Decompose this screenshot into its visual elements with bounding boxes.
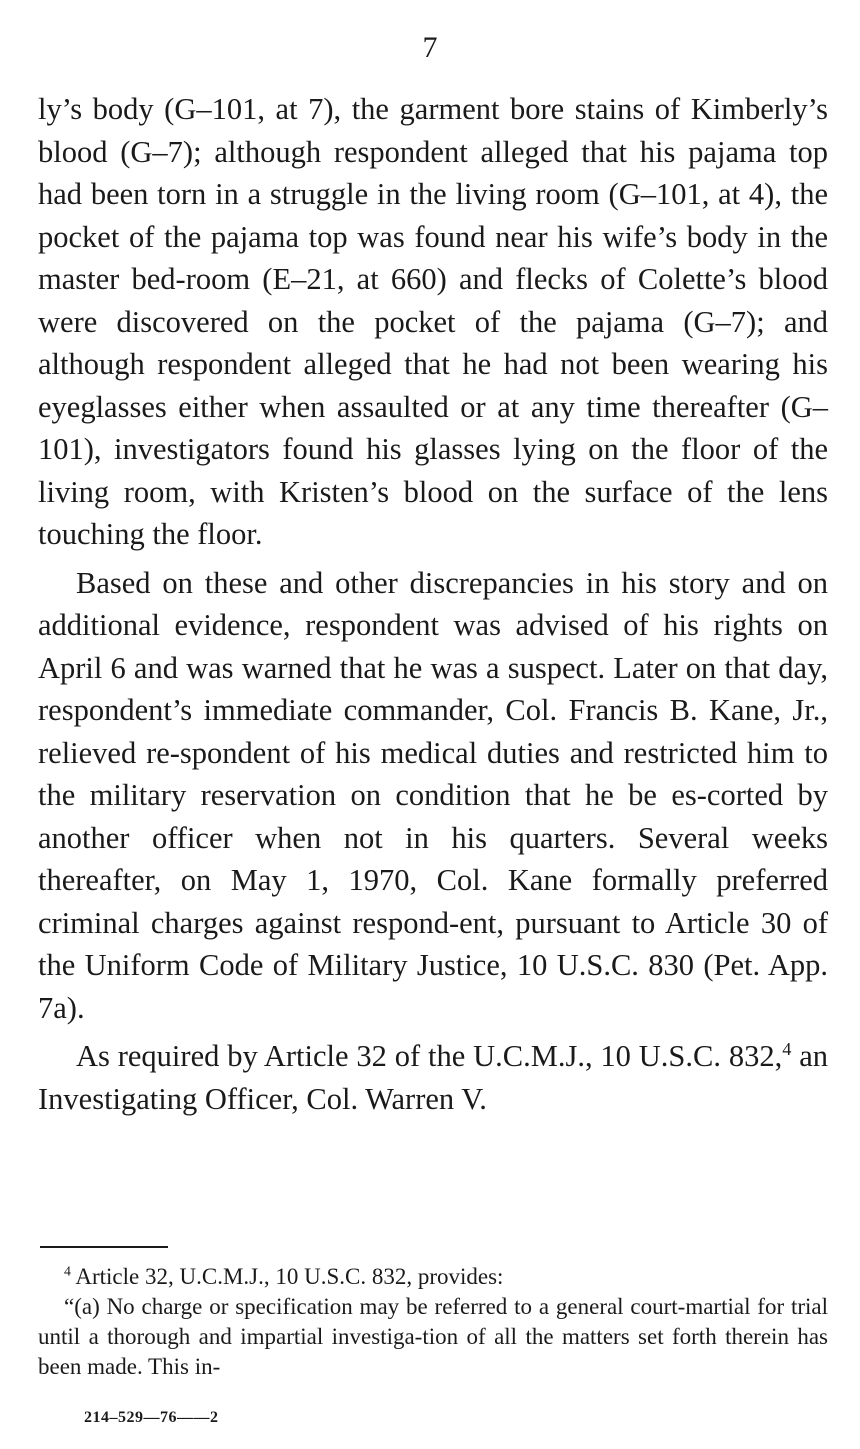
footnote-heading-text: Article 32, U.C.M.J., 10 U.S.C. 832, provides: (70, 1264, 504, 1289)
footnote-reference: 4 (782, 1038, 792, 1059)
body-text (38, 88, 828, 1120)
footnotes (38, 1262, 828, 1382)
paragraph-1: ly’s body (G–101, at 7), the garment bore stains of Kimberly’s blood (G–7); although respondent alleged that his pajama top had been torn in a struggle in the living room (G–101, at 4), the pocket of the pajama top was found near his wife’s body in the master bed-room (E–21, at 660) and flecks of Colette’s blood were discovered on the pocket of the pajama (G–7); and although respondent alleged that he had not been wearing his eyeglasses either when assaulted or at any time thereafter (G–101), investigators found his glasses lying on the floor of the living room, with Kristen’s blood on the surface of the lens touching the floor. (38, 92, 828, 551)
footnote-heading (38, 1262, 828, 1292)
print-code: 214–529—76——2 (84, 1409, 219, 1426)
footnote-divider (40, 1246, 168, 1248)
page-number: 7 (422, 31, 438, 64)
footnote-quote: “(a) No charge or specification may be referred to a general court-martial for trial until a thorough and impartial investiga-tion of all the matters set forth therein has been made. This in- (38, 1294, 828, 1379)
paragraph-3-before: As required by Article 32 of the U.C.M.J., 10 U.S.C. 832, (76, 1039, 783, 1073)
paragraph-2: Based on these and other discrepancies in his story and on additional evidence, respondent was advised of his rights on April 6 and was warned that he was a suspect. Later on that day, respondent’s immediate commander, Col. Francis B. Kane, Jr., relieved re-spondent of his medical duties and restricted him to the military reservation on condition that he be es-corted by another officer when not in his quarters. Several weeks thereafter, on May 1, 1970, Col. Kane formally preferred criminal charges against respond-ent, pursuant to Article 30 of the Uniform Code of Military Justice, 10 U.S.C. 830 (Pet. App. 7a). (38, 565, 828, 1025)
footnote-marker: 4 (64, 1263, 71, 1279)
paragraph-3-after: an Investigating Officer, Col. Warren V. (38, 1039, 828, 1116)
paragraph-3 (38, 1035, 828, 1120)
